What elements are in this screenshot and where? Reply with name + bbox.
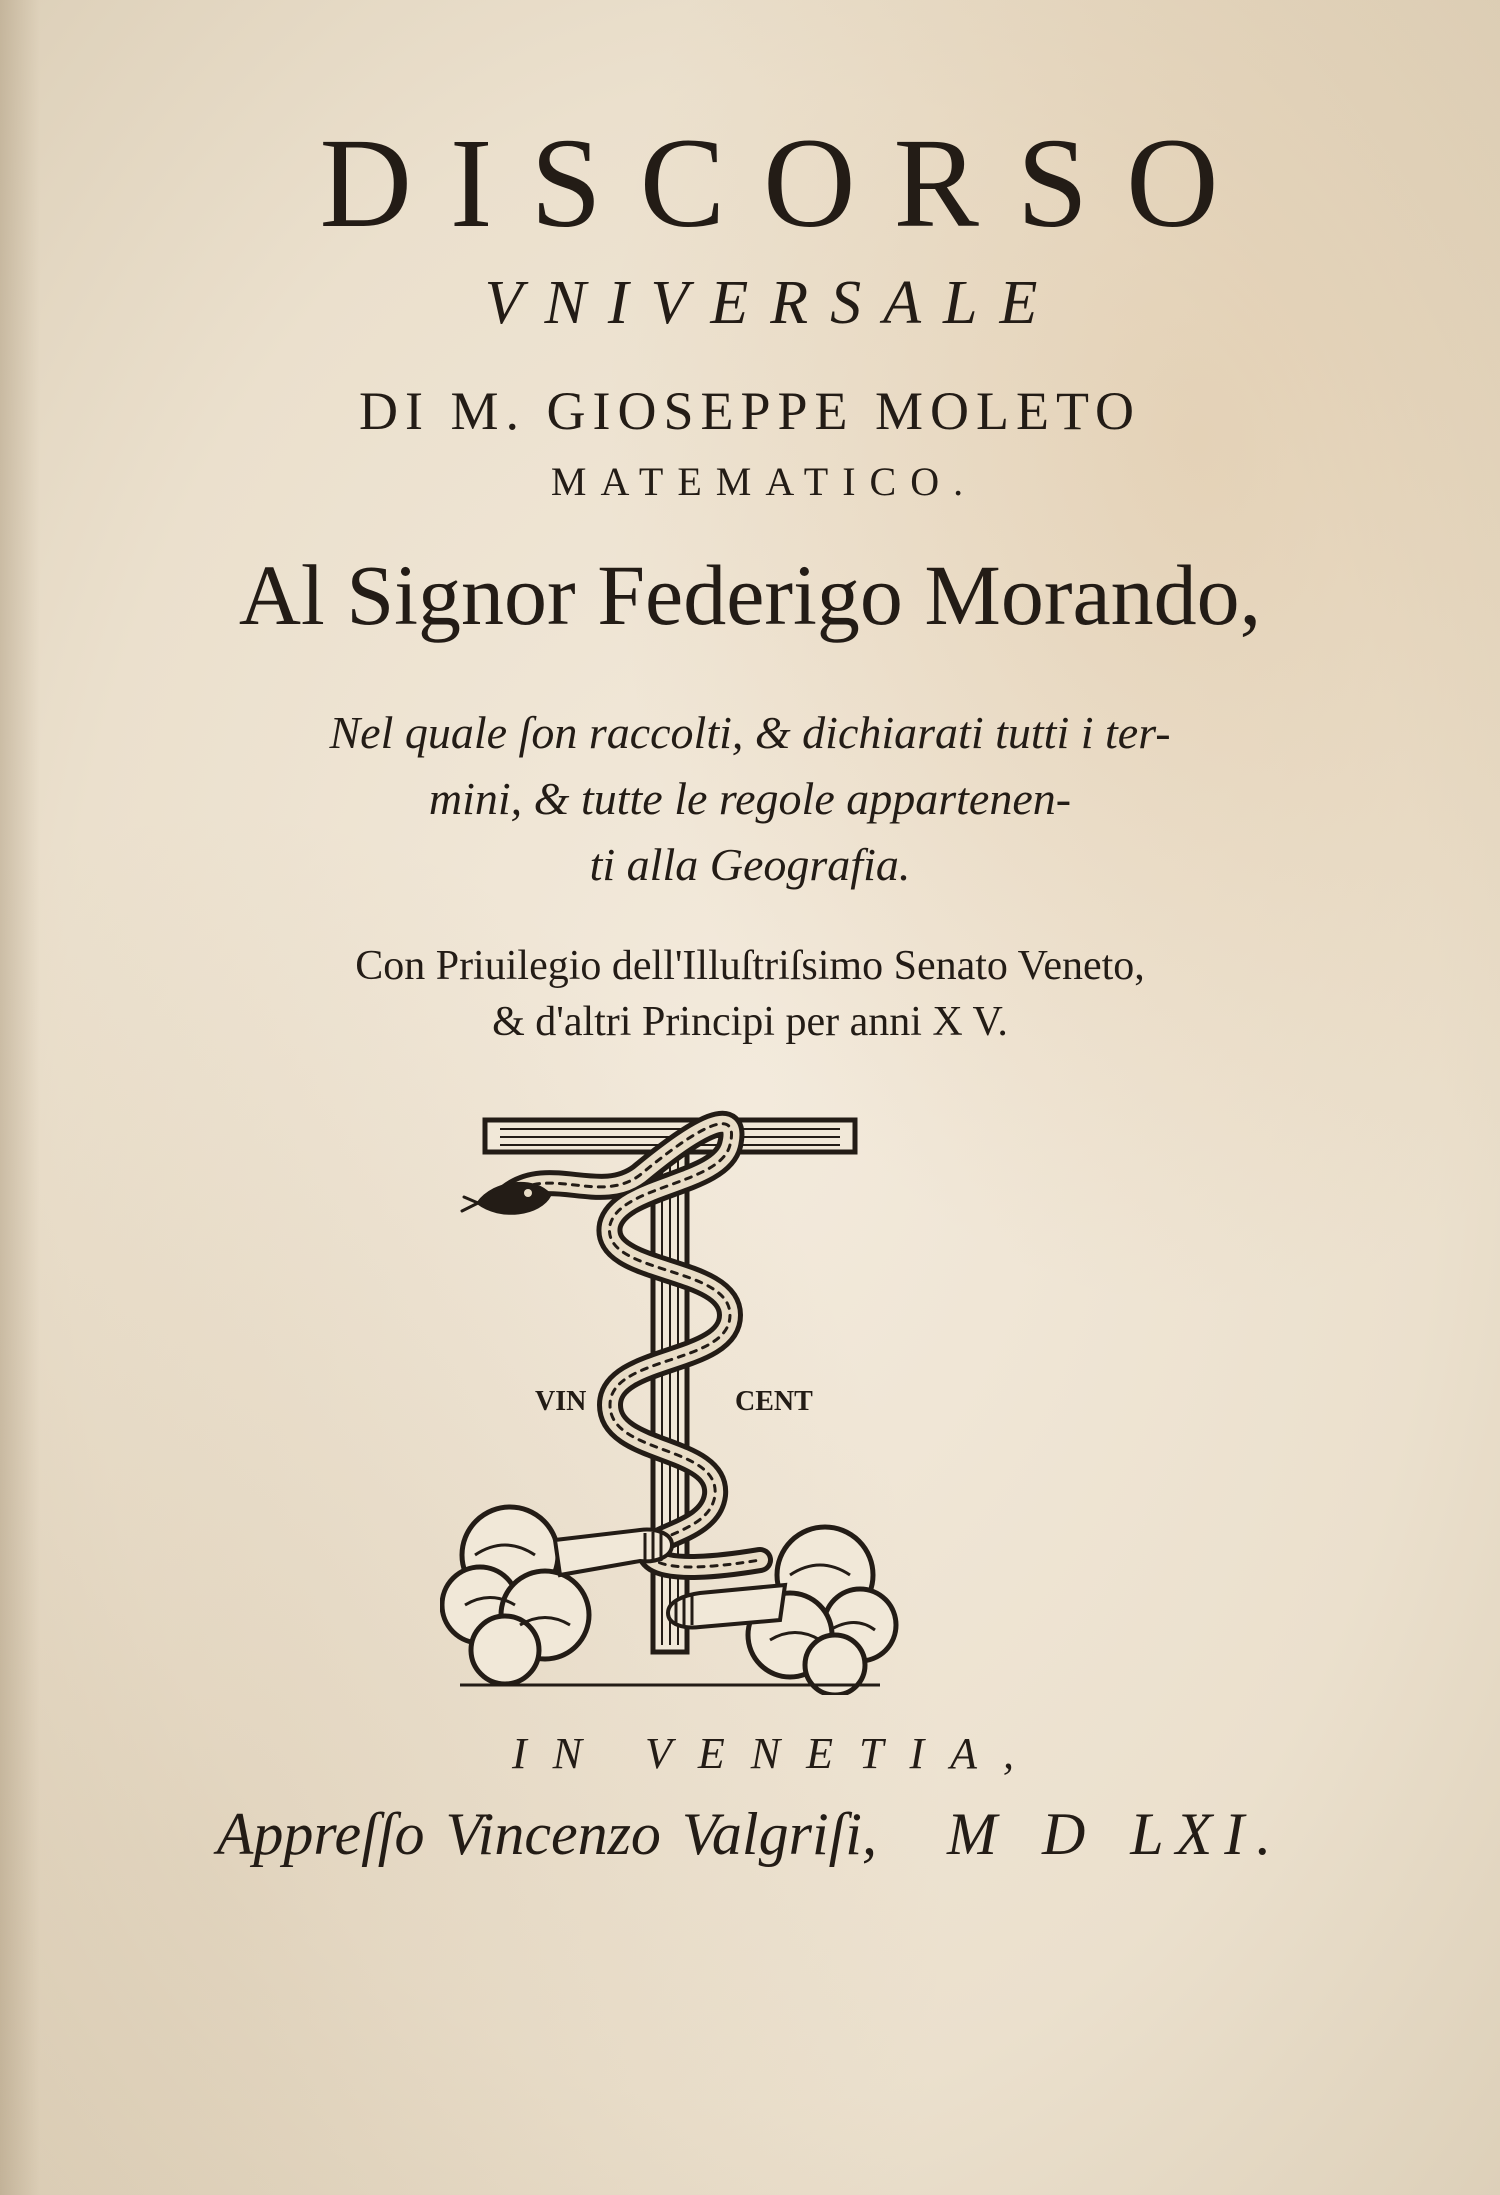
description-line: mini, & tutte le regole appartenen- (428, 773, 1072, 824)
printers-device-woodcut (440, 1085, 900, 1695)
privilege-block (0, 938, 1500, 1050)
author-line: DI M. GIOSEPPE MOLETO (358, 381, 1142, 441)
motto-right: CENT (735, 1386, 813, 1417)
motto-left: VIN (535, 1386, 587, 1417)
author-profession: MATEMATICO. (550, 459, 978, 504)
privilege-line: & d'altri Principi per anni X V. (492, 999, 1008, 1045)
cloud-left-icon (442, 1507, 589, 1684)
privilege-line: Con Priuilegio dell'Illuſtriſsimo Senato Veneto, (355, 943, 1145, 989)
book-title: DISCORSO (319, 112, 1257, 254)
imprint-printer: Appreſſo Vincenzo Valgriſi, (216, 1801, 877, 1867)
serpent-icon (462, 1124, 760, 1567)
imprint-year: M D LXI. (946, 1801, 1284, 1867)
imprint-city: IN VENETIA, (512, 1729, 1040, 1778)
description-line: ti alla Geografia. (589, 839, 911, 890)
imprint-line (0, 1800, 1500, 1869)
description-line: Nel quale ſon raccolti, & dichiarati tutti i ter- (329, 707, 1171, 758)
dedication-line: Al Signor Federigo Morando, (238, 547, 1262, 643)
description-block (0, 700, 1500, 898)
book-subtitle: VNIVERSALE (484, 269, 1060, 337)
